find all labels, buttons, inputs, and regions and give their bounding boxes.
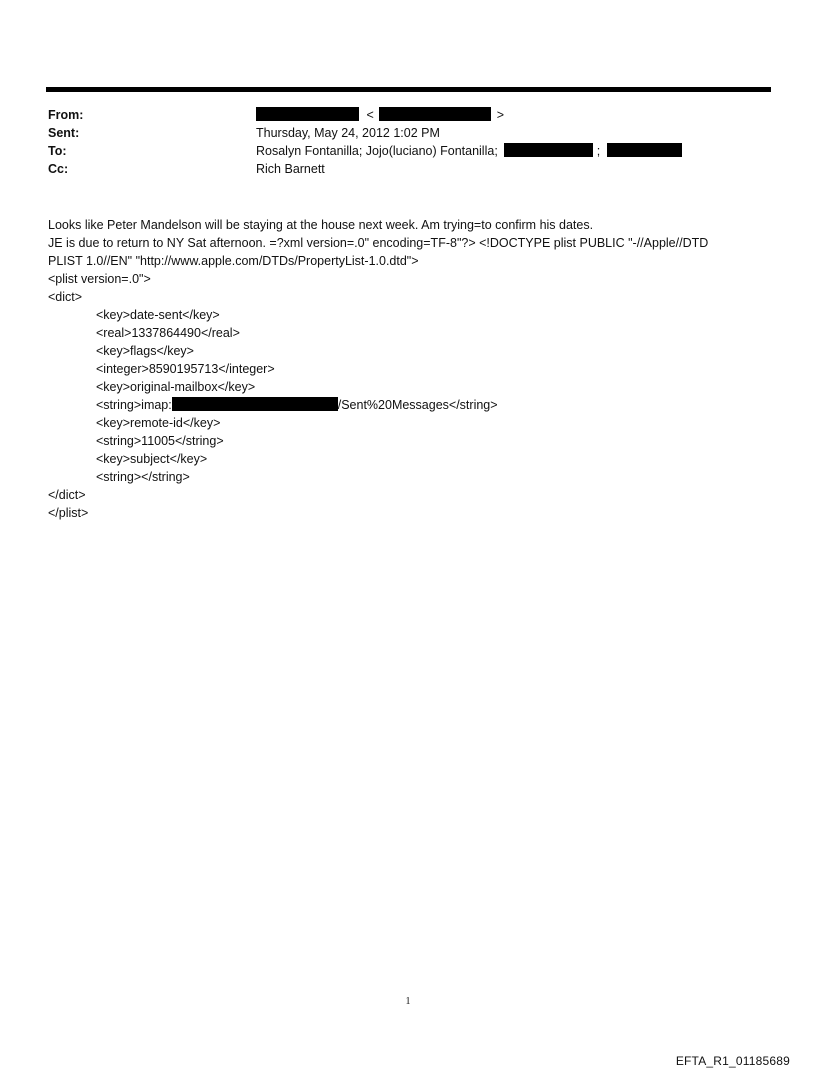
sent-value: Thursday, May 24, 2012 1:02 PM [256,126,440,140]
email-body [48,216,768,522]
from-lt: < [366,108,374,122]
body-line: <key>date-sent</key> [96,308,220,322]
redaction-block [504,143,593,157]
redaction-block [256,107,359,121]
body-line: <string></string> [96,470,190,484]
cc-row [48,160,768,178]
body-line: <string>11005</string> [96,434,224,448]
sent-row [48,124,768,142]
redaction-block [379,107,491,121]
sent-label: Sent: [48,126,80,140]
to-value [256,142,682,160]
header-rule [46,87,771,92]
mailbox-prefix: <string>imap: [96,398,172,412]
cc-label: Cc: [48,162,69,176]
to-label: To: [48,144,67,158]
body-line: <real>1337864490</real> [96,326,240,340]
body-line: PLIST 1.0//EN" "http://www.apple.com/DTDs/PropertyList-1.0.dtd"> [48,254,419,268]
body-line: <key>flags</key> [96,344,194,358]
redaction-block [607,143,682,157]
from-label: From: [48,108,84,122]
redaction-block [172,397,338,411]
body-line: <plist version=.0"> [48,272,151,286]
body-line: <key>original-mailbox</key> [96,380,256,394]
body-line: </dict> [48,488,86,502]
to-recipients: Rosalyn Fontanilla; Jojo(luciano) Fontanilla; [256,144,498,158]
to-row [48,142,768,160]
to-semicolon: ; [596,144,601,158]
from-value [256,106,504,124]
email-header [48,106,768,178]
body-line: </plist> [48,506,89,520]
document-id: EFTA_R1_01185689 [675,1054,790,1068]
from-row [48,106,768,124]
body-line: Looks like Peter Mandelson will be staying at the house next week. Am trying=to confirm his dates. [48,218,594,232]
body-line: <dict> [48,290,83,304]
body-line: JE is due to return to NY Sat afternoon. =?xml version=.0" encoding=TF-8"?> <!DOCTYPE plist PUBLIC "-//Apple//DTD [48,236,709,250]
mailbox-suffix: /Sent%20Messages</string> [337,398,498,412]
body-line [48,396,768,414]
body-line: <key>remote-id</key> [96,416,221,430]
page-number: 1 [405,996,411,1007]
body-line: <key>subject</key> [96,452,208,466]
body-line: <integer>8590195713</integer> [96,362,275,376]
from-gt: > [496,108,505,122]
cc-value: Rich Barnett [256,162,325,176]
